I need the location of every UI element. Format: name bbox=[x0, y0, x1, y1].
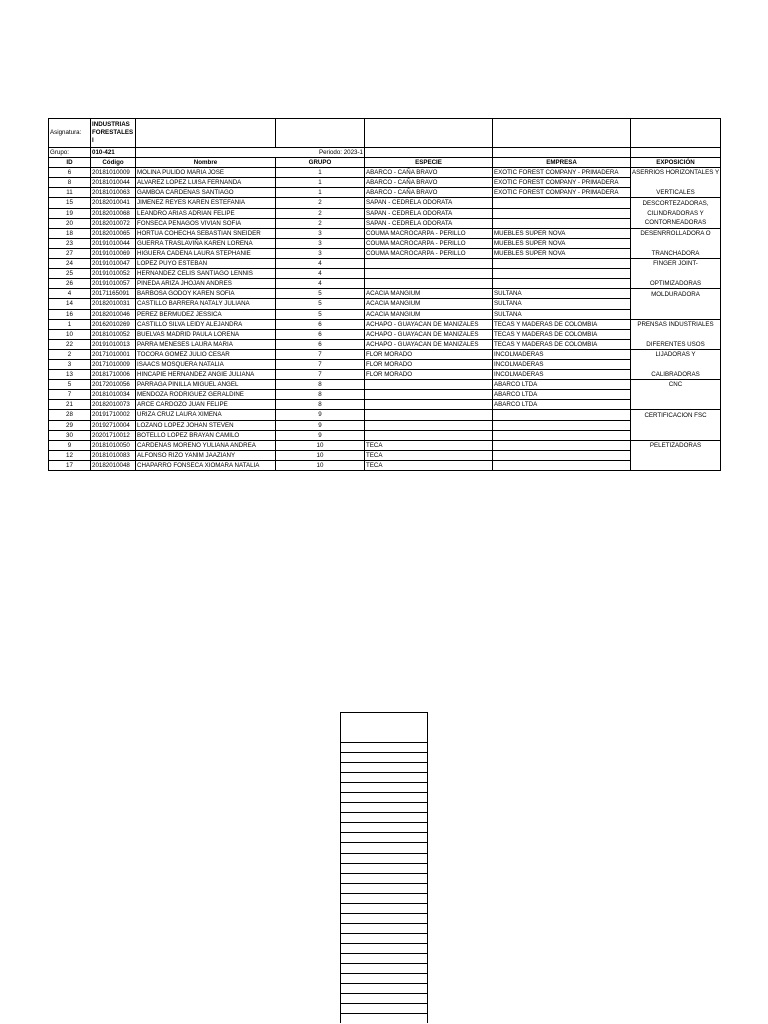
cell-grupo: 1 bbox=[276, 188, 365, 198]
cell-nombre: ALVAREZ LOPEZ LUISA FERNANDA bbox=[136, 178, 276, 188]
cell-grupo: 5 bbox=[276, 299, 365, 309]
cell-exposicion: PRENSAS INDUSTRIALES bbox=[631, 319, 721, 329]
cell-empresa: TECAS Y MADERAS DE COLOMBIA bbox=[493, 329, 631, 339]
cell-codigo: 20171010009 bbox=[91, 359, 136, 369]
cell-especie: COUMA MACROCARPA - PERILLO bbox=[365, 238, 493, 248]
cell-grupo: 10 bbox=[276, 450, 365, 460]
col-header-codigo: Código bbox=[91, 158, 136, 168]
blank-grid-cell bbox=[340, 832, 428, 842]
cell-especie bbox=[365, 420, 493, 430]
grupo-value: 010-421 bbox=[91, 148, 136, 158]
cell-codigo: 20171010001 bbox=[91, 349, 136, 359]
table-row bbox=[49, 370, 721, 380]
cell-grupo: 9 bbox=[276, 430, 365, 440]
table-row bbox=[49, 450, 721, 460]
cell-id: 20 bbox=[49, 218, 91, 228]
cell-empresa: MUEBLES SUPER NOVA bbox=[493, 248, 631, 258]
cell-empresa bbox=[493, 420, 631, 430]
cell-id: 23 bbox=[49, 238, 91, 248]
cell-grupo: 1 bbox=[276, 168, 365, 178]
cell-exposicion: DESCORTEZADORAS, bbox=[631, 198, 721, 208]
empty-cell bbox=[631, 148, 721, 158]
cell-id: 2 bbox=[49, 349, 91, 359]
cell-exposicion bbox=[631, 450, 721, 460]
cell-id: 3 bbox=[49, 359, 91, 369]
cell-id: 14 bbox=[49, 299, 91, 309]
cell-id: 26 bbox=[49, 279, 91, 289]
blank-grid-cell bbox=[340, 943, 428, 953]
cell-empresa: EXOTIC FOREST COMPANY - PRIMADERA bbox=[493, 188, 631, 198]
blank-grid-header bbox=[340, 712, 428, 742]
cell-codigo: 20181010052 bbox=[91, 329, 136, 339]
cell-empresa: ABARCO LTDA bbox=[493, 400, 631, 410]
table-row bbox=[49, 319, 721, 329]
cell-especie bbox=[365, 259, 493, 269]
table-row bbox=[49, 380, 721, 390]
blank-grid-cell bbox=[340, 863, 428, 873]
cell-nombre: JIMENEZ REYES KAREN ESTEFANIA bbox=[136, 198, 276, 208]
cell-especie: FLOR MORADO bbox=[365, 359, 493, 369]
cell-nombre: ISAACS MOSQUERA NATALIA bbox=[136, 359, 276, 369]
cell-exposicion bbox=[631, 269, 721, 279]
cell-nombre: LOPEZ PUYO ESTEBAN bbox=[136, 259, 276, 269]
cell-empresa bbox=[493, 430, 631, 440]
cell-id: 27 bbox=[49, 248, 91, 258]
cell-especie: ABARCO - CAÑA BRAVO bbox=[365, 188, 493, 198]
cell-empresa bbox=[493, 198, 631, 208]
cell-exposicion bbox=[631, 400, 721, 410]
cell-nombre: BARBOSA GODOY KAREN SOFIA bbox=[136, 289, 276, 299]
cell-grupo: 7 bbox=[276, 349, 365, 359]
cell-exposicion: LIJADORAS Y bbox=[631, 349, 721, 359]
cell-empresa bbox=[493, 450, 631, 460]
cell-especie bbox=[365, 279, 493, 289]
cell-nombre: GUERRA TRASLAVIÑA KAREN LORENA bbox=[136, 238, 276, 248]
table-row bbox=[49, 248, 721, 258]
cell-id: 21 bbox=[49, 400, 91, 410]
grade-sheet bbox=[48, 118, 720, 471]
cell-codigo: 20182010041 bbox=[91, 198, 136, 208]
blank-grid-cell bbox=[340, 983, 428, 993]
cell-id: 30 bbox=[49, 430, 91, 440]
cell-especie: ACACIA MANGIUM bbox=[365, 299, 493, 309]
blank-grid-cell bbox=[340, 973, 428, 983]
cell-grupo: 8 bbox=[276, 400, 365, 410]
cell-codigo: 20182010073 bbox=[91, 400, 136, 410]
cell-nombre: HERNANDEZ CELIS SANTIAGO LENNIS bbox=[136, 269, 276, 279]
cell-exposicion bbox=[631, 460, 721, 470]
cell-especie: SAPAN - CEDRELA ODORATA bbox=[365, 218, 493, 228]
cell-grupo: 3 bbox=[276, 238, 365, 248]
empty-cell bbox=[493, 148, 631, 158]
cell-especie bbox=[365, 400, 493, 410]
cell-id: 12 bbox=[49, 450, 91, 460]
blank-grid-cell bbox=[340, 842, 428, 852]
cell-id: 18 bbox=[49, 228, 91, 238]
cell-empresa: INCOLMADERAS bbox=[493, 359, 631, 369]
cell-codigo: 20182010065 bbox=[91, 228, 136, 238]
blank-grid-cell bbox=[340, 913, 428, 923]
table-row bbox=[49, 460, 721, 470]
cell-empresa: SULTANA bbox=[493, 299, 631, 309]
cell-codigo: 20182010048 bbox=[91, 460, 136, 470]
cell-especie bbox=[365, 380, 493, 390]
cell-codigo: 20181010009 bbox=[91, 168, 136, 178]
cell-grupo: 8 bbox=[276, 380, 365, 390]
cell-especie bbox=[365, 430, 493, 440]
empty-cell bbox=[136, 119, 276, 148]
cell-especie: SAPAN - CEDRELA ODORATA bbox=[365, 208, 493, 218]
cell-nombre: CARDENAS MORENO YULIANA ANDREA bbox=[136, 440, 276, 450]
cell-empresa: EXOTIC FOREST COMPANY - PRIMADERA bbox=[493, 168, 631, 178]
cell-empresa: INCOLMADERAS bbox=[493, 370, 631, 380]
cell-especie: ACHAPO - GUAYACAN DE MANIZALES bbox=[365, 339, 493, 349]
cell-id: 9 bbox=[49, 440, 91, 450]
blank-grid-cell bbox=[340, 963, 428, 973]
table-row bbox=[49, 218, 721, 228]
grupo-label: Grupo: bbox=[49, 148, 91, 158]
cell-grupo: 7 bbox=[276, 359, 365, 369]
cell-codigo: 20191010044 bbox=[91, 238, 136, 248]
cell-especie: COUMA MACROCARPA - PERILLO bbox=[365, 228, 493, 238]
cell-codigo: 20181010050 bbox=[91, 440, 136, 450]
blank-grid-cell bbox=[340, 742, 428, 752]
cell-codigo: 20192710004 bbox=[91, 420, 136, 430]
cell-grupo: 1 bbox=[276, 178, 365, 188]
cell-id: 7 bbox=[49, 390, 91, 400]
cell-id: 11 bbox=[49, 188, 91, 198]
blank-grid-cell bbox=[340, 1003, 428, 1013]
cell-grupo: 4 bbox=[276, 279, 365, 289]
cell-id: 4 bbox=[49, 289, 91, 299]
blank-grid-cell bbox=[340, 893, 428, 903]
cell-empresa: TECAS Y MADERAS DE COLOMBIA bbox=[493, 339, 631, 349]
cell-empresa bbox=[493, 269, 631, 279]
asignatura-label: Asignatura: bbox=[49, 119, 91, 148]
cell-id: 19 bbox=[49, 208, 91, 218]
cell-empresa bbox=[493, 460, 631, 470]
table-row bbox=[49, 198, 721, 208]
col-header-exposicion: EXPOSICIÓN bbox=[631, 158, 721, 168]
table-row bbox=[49, 238, 721, 248]
cell-empresa: TECAS Y MADERAS DE COLOMBIA bbox=[493, 319, 631, 329]
col-header-id: ID bbox=[49, 158, 91, 168]
cell-empresa: SULTANA bbox=[493, 289, 631, 299]
cell-grupo: 6 bbox=[276, 329, 365, 339]
cell-exposicion: MOLDURADORA bbox=[631, 289, 721, 299]
blank-grid-cell bbox=[340, 883, 428, 893]
cell-grupo: 4 bbox=[276, 259, 365, 269]
blank-grid-cell bbox=[340, 762, 428, 772]
cell-grupo: 4 bbox=[276, 269, 365, 279]
col-header-nombre: Nombre bbox=[136, 158, 276, 168]
cell-especie: SAPAN - CEDRELA ODORATA bbox=[365, 198, 493, 208]
cell-id: 8 bbox=[49, 178, 91, 188]
cell-codigo: 20162010269 bbox=[91, 319, 136, 329]
cell-exposicion: CERTIFICACION FSC bbox=[631, 410, 721, 420]
blank-grid-cell bbox=[340, 782, 428, 792]
col-header-grupo: GRUPO bbox=[276, 158, 365, 168]
cell-especie bbox=[365, 410, 493, 420]
blank-grid-cell bbox=[340, 993, 428, 1003]
empty-cell bbox=[365, 148, 493, 158]
cell-grupo: 6 bbox=[276, 319, 365, 329]
cell-exposicion: TRANCHADORA bbox=[631, 248, 721, 258]
blank-grid-cell bbox=[340, 923, 428, 933]
cell-especie: COUMA MACROCARPA - PERILLO bbox=[365, 248, 493, 258]
cell-nombre: CHAPARRO FONSECA XIOMARA NATALIA bbox=[136, 460, 276, 470]
cell-especie: ABARCO - CAÑA BRAVO bbox=[365, 168, 493, 178]
cell-grupo: 3 bbox=[276, 228, 365, 238]
cell-empresa: ABARCO LTDA bbox=[493, 390, 631, 400]
cell-empresa: INCOLMADERAS bbox=[493, 349, 631, 359]
blank-grid-cell bbox=[340, 812, 428, 822]
table-row bbox=[49, 400, 721, 410]
cell-grupo: 5 bbox=[276, 289, 365, 299]
cell-nombre: TOCORA GOMEZ JULIO CESAR bbox=[136, 349, 276, 359]
cell-nombre: PINEDA ARIZA JHOJAN ANDRES bbox=[136, 279, 276, 289]
cell-codigo: 20181010063 bbox=[91, 188, 136, 198]
cell-empresa bbox=[493, 208, 631, 218]
cell-nombre: MOLINA PULIDO MARIA JOSE bbox=[136, 168, 276, 178]
table-row bbox=[49, 289, 721, 299]
cell-empresa bbox=[493, 218, 631, 228]
periodo: Periodo: 2023-1 bbox=[136, 148, 365, 158]
cell-id: 1 bbox=[49, 319, 91, 329]
table-row bbox=[49, 269, 721, 279]
cell-id: 13 bbox=[49, 370, 91, 380]
cell-grupo: 2 bbox=[276, 208, 365, 218]
table-row bbox=[49, 188, 721, 198]
empty-cell bbox=[493, 119, 631, 148]
cell-especie: TECA bbox=[365, 450, 493, 460]
table-row bbox=[49, 228, 721, 238]
table-row bbox=[49, 178, 721, 188]
blank-column-grid bbox=[340, 712, 428, 1023]
cell-exposicion: DESENRROLLADORA O bbox=[631, 228, 721, 238]
cell-codigo: 20191010052 bbox=[91, 269, 136, 279]
cell-exposicion: ASERRIOS HORIZONTALES Y bbox=[632, 169, 720, 177]
cell-grupo: 7 bbox=[276, 370, 365, 380]
students-table bbox=[48, 118, 721, 471]
table-row bbox=[49, 410, 721, 420]
col-header-empresa: EMPRESA bbox=[493, 158, 631, 168]
cell-exposicion bbox=[631, 359, 721, 369]
cell-empresa: MUEBLES SUPER NOVA bbox=[493, 238, 631, 248]
table-row bbox=[49, 440, 721, 450]
cell-codigo: 20191010069 bbox=[91, 248, 136, 258]
cell-grupo: 6 bbox=[276, 339, 365, 349]
cell-id: 10 bbox=[49, 329, 91, 339]
empty-cell bbox=[365, 119, 493, 148]
cell-nombre: HINCAPIE HERNANDEZ ANGIE JULIANA bbox=[136, 370, 276, 380]
cell-codigo: 20181710006 bbox=[91, 370, 136, 380]
cell-codigo: 20181010034 bbox=[91, 390, 136, 400]
blank-grid-cell bbox=[340, 802, 428, 812]
cell-id: 25 bbox=[49, 269, 91, 279]
cell-id: 15 bbox=[49, 198, 91, 208]
cell-id: 17 bbox=[49, 460, 91, 470]
cell-nombre: GAMBOA CARDENAS SANTIAGO bbox=[136, 188, 276, 198]
cell-especie: ACHAPO - GUAYACAN DE MANIZALES bbox=[365, 319, 493, 329]
cell-especie: FLOR MORADO bbox=[365, 349, 493, 359]
cell-nombre: HIGUERA CADENA LAURA STEPHANIE bbox=[136, 248, 276, 258]
empty-cell bbox=[631, 119, 721, 148]
cell-nombre: ALFONSO RIZO YANIM JAAZIANY bbox=[136, 450, 276, 460]
blank-grid-cell bbox=[340, 772, 428, 782]
blank-grid-cell bbox=[340, 822, 428, 832]
blank-grid-cell bbox=[340, 903, 428, 913]
empty-cell bbox=[276, 119, 365, 148]
cell-especie: ABARCO - CAÑA BRAVO bbox=[365, 178, 493, 188]
cell-codigo: 20191010057 bbox=[91, 279, 136, 289]
cell-empresa bbox=[493, 440, 631, 450]
table-row bbox=[49, 279, 721, 289]
cell-nombre: PEREZ BERMUDEZ JESSICA bbox=[136, 309, 276, 319]
blank-grid-cell bbox=[340, 873, 428, 883]
table-row bbox=[49, 329, 721, 339]
cell-exposicion: CONTORNEADORAS bbox=[631, 218, 721, 228]
cell-codigo: 20181010044 bbox=[91, 178, 136, 188]
cell-nombre: PARRA MENESES LAURA MARIA bbox=[136, 339, 276, 349]
cell-nombre: BOTELLO LOPEZ BRAYAN CAMILO bbox=[136, 430, 276, 440]
table-row bbox=[49, 259, 721, 269]
cell-especie: TECA bbox=[365, 440, 493, 450]
cell-especie: ACACIA MANGIUM bbox=[365, 309, 493, 319]
cell-especie bbox=[365, 269, 493, 279]
cell-exposicion bbox=[631, 309, 721, 319]
cell-especie bbox=[365, 390, 493, 400]
cell-empresa: MUEBLES SUPER NOVA bbox=[493, 228, 631, 238]
cell-grupo: 3 bbox=[276, 248, 365, 258]
cell-empresa: ABARCO LTDA bbox=[493, 380, 631, 390]
cell-grupo: 5 bbox=[276, 309, 365, 319]
cell-exposicion: OPTIMIZADORAS bbox=[631, 279, 721, 289]
cell-grupo: 2 bbox=[276, 218, 365, 228]
cell-empresa bbox=[493, 259, 631, 269]
cell-exposicion: DIFERENTES USOS bbox=[631, 339, 721, 349]
cell-codigo: 20171165091 bbox=[91, 289, 136, 299]
cell-nombre: CASTILLO BARRERA NATALY JULIANA bbox=[136, 299, 276, 309]
cell-id: 28 bbox=[49, 410, 91, 420]
cell-exposicion: CILINDRADORAS Y bbox=[631, 208, 721, 218]
cell-grupo: 9 bbox=[276, 420, 365, 430]
cell-id: 24 bbox=[49, 259, 91, 269]
blank-grid-cell bbox=[340, 792, 428, 802]
cell-exposicion bbox=[631, 178, 721, 188]
cell-exposicion: PELETIZADORAS bbox=[631, 440, 721, 450]
cell-id: 6 bbox=[49, 168, 91, 178]
table-row bbox=[49, 309, 721, 319]
cell-codigo: 20191710002 bbox=[91, 410, 136, 420]
subject-row bbox=[49, 119, 721, 148]
cell-empresa: EXOTIC FOREST COMPANY - PRIMADERA bbox=[493, 178, 631, 188]
cell-exposicion bbox=[631, 420, 721, 430]
cell-exposicion: CNC bbox=[631, 380, 721, 390]
table-row bbox=[49, 390, 721, 400]
cell-nombre: URIZA CRUZ LAURA XIMENA bbox=[136, 410, 276, 420]
blank-grid-cell bbox=[340, 953, 428, 963]
cell-exposicion: CALIBRADORAS bbox=[631, 370, 721, 380]
cell-especie: TECA bbox=[365, 460, 493, 470]
cell-empresa bbox=[493, 410, 631, 420]
cell-codigo: 20172010056 bbox=[91, 380, 136, 390]
cell-nombre: HORTUA COHECHA SEBASTIAN SNEIDER bbox=[136, 228, 276, 238]
table-row bbox=[49, 168, 721, 178]
table-row bbox=[49, 339, 721, 349]
cell-grupo: 10 bbox=[276, 460, 365, 470]
cell-id: 29 bbox=[49, 420, 91, 430]
cell-exposicion: VERTICALES bbox=[631, 188, 721, 198]
cell-nombre: MENDOZA RODRIGUEZ GERALDINE bbox=[136, 390, 276, 400]
table-row bbox=[49, 430, 721, 440]
cell-empresa bbox=[493, 279, 631, 289]
cell-grupo: 8 bbox=[276, 390, 365, 400]
cell-codigo: 20182010068 bbox=[91, 208, 136, 218]
table-row bbox=[49, 359, 721, 369]
cell-especie: ACHAPO - GUAYACAN DE MANIZALES bbox=[365, 329, 493, 339]
blank-grid-cell bbox=[340, 853, 428, 863]
blank-grid-cell bbox=[340, 933, 428, 943]
cell-id: 22 bbox=[49, 339, 91, 349]
cell-exposicion bbox=[631, 299, 721, 309]
cell-exposicion: FINGER JOINT- bbox=[631, 259, 721, 269]
cell-grupo: 10 bbox=[276, 440, 365, 450]
cell-especie: ACACIA MANGIUM bbox=[365, 289, 493, 299]
table-row bbox=[49, 349, 721, 359]
asignatura-value: INDUSTRIAS FORESTALES I bbox=[91, 119, 136, 148]
table-row bbox=[49, 208, 721, 218]
cell-codigo: 20182010072 bbox=[91, 218, 136, 228]
blank-grid-cell bbox=[340, 1013, 428, 1023]
cell-especie: FLOR MORADO bbox=[365, 370, 493, 380]
cell-codigo: 20201710012 bbox=[91, 430, 136, 440]
cell-nombre: LOZANO LOPEZ JOHAN STEVEN bbox=[136, 420, 276, 430]
table-row bbox=[49, 420, 721, 430]
cell-codigo: 20182010046 bbox=[91, 309, 136, 319]
col-header-especie: ESPECIE bbox=[365, 158, 493, 168]
cell-grupo: 2 bbox=[276, 198, 365, 208]
cell-grupo: 9 bbox=[276, 410, 365, 420]
cell-nombre: PARRAGA PINILLA MIGUEL ANGEL bbox=[136, 380, 276, 390]
cell-nombre: CASTILLO SILVA LEIDY ALEJANDRA bbox=[136, 319, 276, 329]
cell-id: 16 bbox=[49, 309, 91, 319]
cell-exposicion bbox=[631, 430, 721, 440]
cell-codigo: 20182010031 bbox=[91, 299, 136, 309]
cell-exposicion bbox=[631, 390, 721, 400]
cell-nombre: BUELVAS MADRID PAULA LORENA bbox=[136, 329, 276, 339]
column-header-row bbox=[49, 158, 721, 168]
cell-nombre: ARCE CARDOZO JUAN FELIPE bbox=[136, 400, 276, 410]
group-row bbox=[49, 148, 721, 158]
cell-codigo: 20191010013 bbox=[91, 339, 136, 349]
cell-empresa: SULTANA bbox=[493, 309, 631, 319]
cell-codigo: 20181010083 bbox=[91, 450, 136, 460]
cell-codigo: 20191010047 bbox=[91, 259, 136, 269]
cell-exposicion bbox=[631, 238, 721, 248]
cell-nombre: FONSECA PENAGOS VIVIAN SOFIA bbox=[136, 218, 276, 228]
cell-exposicion bbox=[631, 329, 721, 339]
cell-id: 5 bbox=[49, 380, 91, 390]
cell-nombre: LEANDRO ARIAS ADRIAN FELIPE bbox=[136, 208, 276, 218]
blank-grid-cell bbox=[340, 752, 428, 762]
table-row bbox=[49, 299, 721, 309]
